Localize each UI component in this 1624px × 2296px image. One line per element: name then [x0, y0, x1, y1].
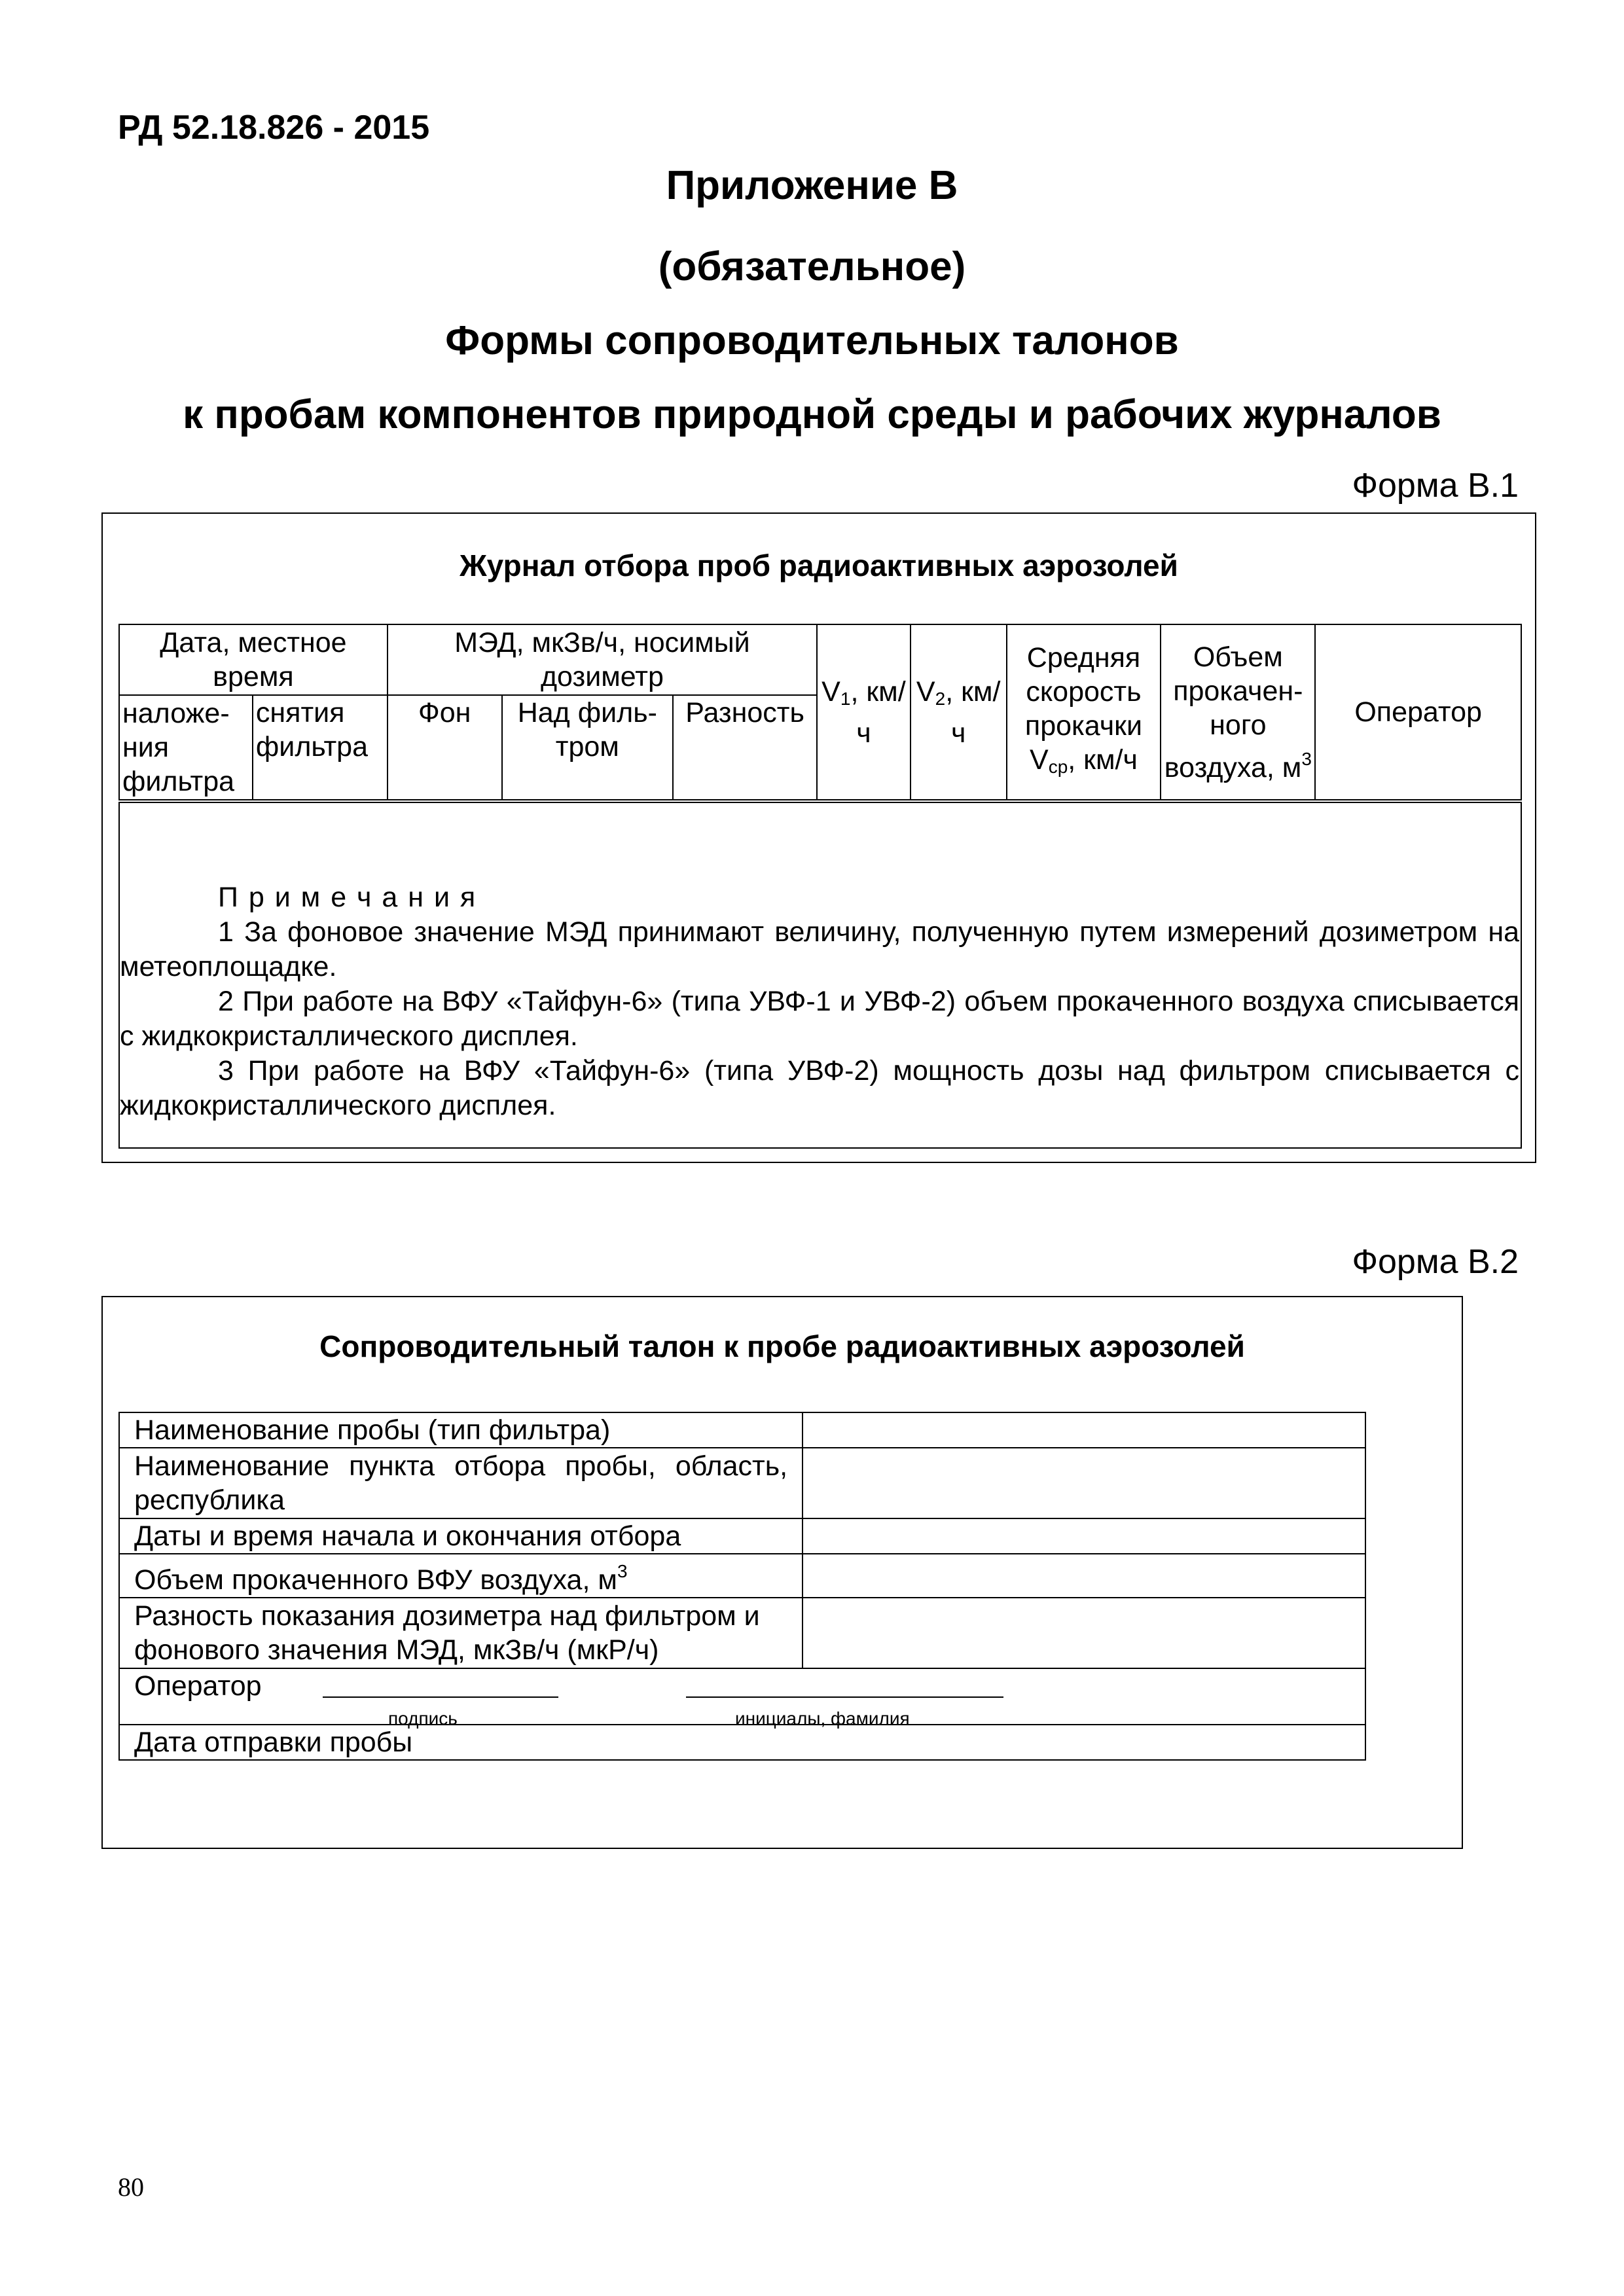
header-over-filter: Над филь-тром — [502, 695, 674, 800]
note-1: 1 За фоновое значение МЭД принимают величину, полученную путем измерений дозиметром на метеоплощадке. — [120, 916, 1519, 982]
section-title-line2: к пробам компонентов природной среды и рабочих журналов — [183, 392, 1441, 437]
value-sample-name[interactable] — [803, 1412, 1365, 1448]
document-code: РД 52.18.826 - 2015 — [118, 109, 430, 147]
notes-heading: П р и м е ч а н и я — [218, 882, 477, 913]
signature-line[interactable] — [323, 1673, 558, 1698]
header-v1: $V_1$, км/ч — [817, 624, 911, 800]
header-avg-speed: Средняя скорость прокачки $V_{ср}$, км/ч — [1007, 624, 1161, 800]
header-date-group: Дата, местное время — [119, 624, 388, 695]
header-background: Фон — [388, 695, 502, 800]
row-dose-difference: Разность показания дозиметра над фильтром и фонового значения МЭД, мкЗв/ч (мкР/ч) — [119, 1598, 803, 1668]
header-operator: Оператор — [1315, 624, 1521, 800]
form1-journal-table — [118, 624, 1522, 800]
note-2: 2 При работе на ВФУ «Тайфун-6» (типа УВФ-1 и УВФ-2) объем прокаченного воздуха списывается с жидкокристаллического дисплея. — [120, 986, 1519, 1052]
note-3: 3 При работе на ВФУ «Тайфун-6» (типа УВФ-2) мощность дозы над фильтром списывается с жидкокристаллического дисплея. — [120, 1055, 1519, 1121]
header-volume: Объем прокачен-ного воздуха, $м^3$ — [1161, 624, 1315, 800]
value-sampling-point[interactable] — [803, 1448, 1365, 1518]
name-line[interactable] — [686, 1673, 1003, 1698]
page-number: 80 — [118, 2172, 144, 2202]
row-operator — [119, 1668, 1365, 1729]
form1-notes-cell — [118, 802, 1522, 1149]
form1-title: Журнал отбора проб радиоактивных аэрозолей — [460, 548, 1178, 583]
name-caption: инициалы, фамилия — [735, 1708, 910, 1729]
section-title-line1: Формы сопроводительных талонов — [445, 318, 1179, 363]
appendix-status: (обязательное) — [658, 244, 966, 289]
form1-box — [101, 512, 1536, 1163]
row-sample-name: Наименование пробы (тип фильтра) — [119, 1412, 803, 1448]
form2-box — [101, 1296, 1463, 1849]
operator-label: Оператор — [134, 1670, 262, 1702]
header-v2: $V_2$, км/ч — [911, 624, 1007, 800]
row-air-volume: Объем прокаченного ВФУ воздуха, $м^3$ — [119, 1554, 803, 1598]
value-dose-difference[interactable] — [803, 1598, 1365, 1668]
row-send-date: Дата отправки пробы — [119, 1725, 1365, 1760]
signature-caption: подпись — [388, 1708, 458, 1729]
header-med-group: МЭД, мкЗв/ч, носимый дозиметр — [388, 624, 817, 695]
header-difference: Разность — [673, 695, 817, 800]
value-air-volume[interactable] — [803, 1554, 1365, 1598]
form2-ticket-table — [118, 1412, 1366, 1761]
row-sampling-dates: Даты и время начала и окончания отбора — [119, 1518, 803, 1554]
appendix-title: Приложение В — [666, 163, 958, 208]
form2-title: Сопроводительный талон к пробе радиоактивных аэрозолей — [319, 1329, 1245, 1363]
value-sampling-dates[interactable] — [803, 1518, 1365, 1554]
form1-label: Форма В.1 — [1352, 467, 1519, 505]
form2-label: Форма В.2 — [1352, 1243, 1519, 1281]
header-date-off: снятия фильтра — [253, 695, 388, 800]
header-date-on: наложе-ния фильтра — [119, 695, 253, 800]
row-sampling-point: Наименование пункта отбора пробы, область, республика — [119, 1448, 803, 1518]
